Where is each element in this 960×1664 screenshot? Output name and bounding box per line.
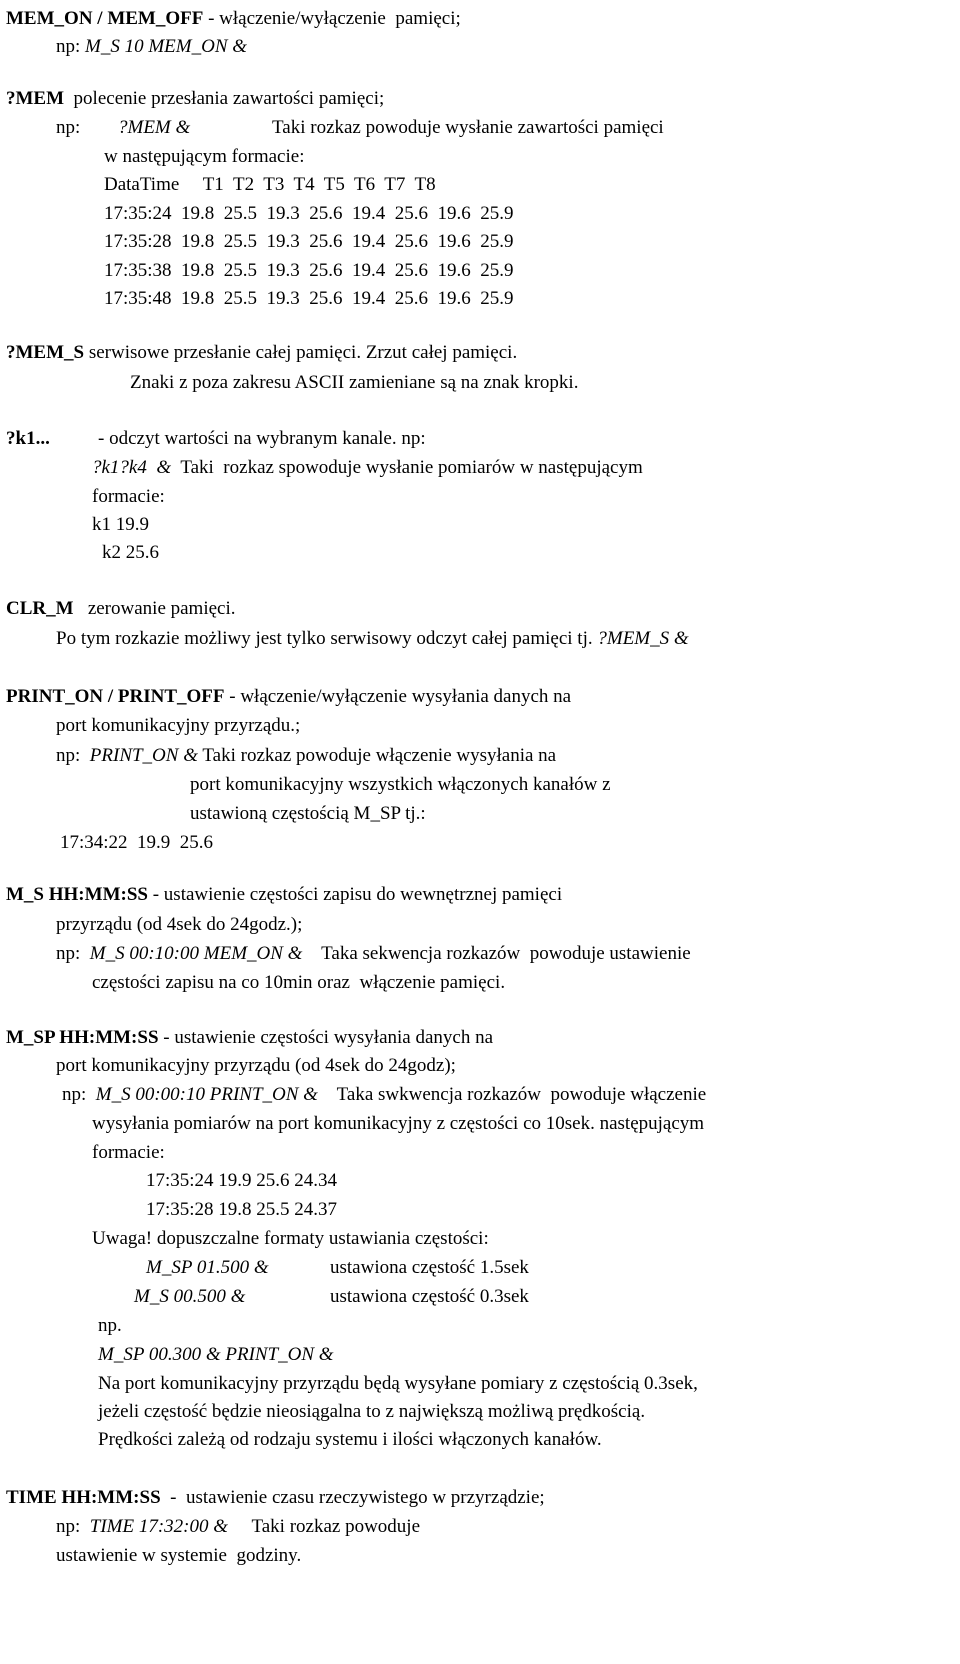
k1-format-line: formacie: [92,486,165,507]
mem-on-off-cmd: MEM_ON / MEM_OFF [6,8,204,29]
print-on-off-cmd: PRINT_ON / PRINT_OFF [6,686,225,707]
clr-m-cmd: CLR_M [6,598,74,619]
m-sp-paragraph-line: Na port komunikacyjny przyrządu będą wysyłane pomiary z częstością 0.3sek, [98,1373,698,1394]
m-sp-heading [6,1027,493,1049]
print-on-off-example [56,745,556,767]
example-desc: Taka swkwencja rozkazów powoduje włączenie [317,1084,707,1105]
clr-m-note [56,628,689,650]
m-sp-example [62,1084,706,1106]
example-desc: Taki rozkaz powoduje włączenie wysyłania na [197,745,557,766]
k1-output-line: k2 25.6 [102,542,159,563]
m-sp-paragraph-line: Prędkości zależą od rodzaju systemu i ilości włączonych kanałów. [98,1429,602,1450]
k1-example [92,457,643,479]
print-on-off-example-line2: port komunikacyjny wszystkich włączonych kanałów z [190,774,611,795]
mem-s-cmd: ?MEM_S [6,342,85,363]
time-cmd: TIME HH:MM:SS [6,1487,161,1508]
time-line3: ustawienie w systemie godziny. [56,1545,302,1566]
clr-m-heading [6,598,236,620]
print-on-off-line2: port komunikacyjny przyrządu.; [56,715,301,736]
m-sp-format-command: M_SP 01.500 & [146,1257,269,1278]
example-command: ?k1?k4 & [92,457,172,478]
m-s-line2: przyrządu (od 4sek do 24godz.); [56,914,303,935]
m-sp-format-desc: ustawiona częstość 1.5sek [330,1257,529,1278]
mem-query-desc: polecenie przesłania zawartości pamięci; [64,88,385,109]
example-np-label: np: [62,1084,96,1105]
print-on-off-example-line3: ustawioną częstością M_SP tj.: [190,803,426,824]
example-np-label: np: [56,1516,90,1537]
mem-s-heading [6,342,517,364]
example-command: PRINT_ON & [89,745,198,766]
memory-table-row: 17:35:24 19.8 25.5 19.3 25.6 19.4 25.6 19.6 25.9 [104,203,514,224]
mem-s-desc: serwisowe przesłanie całej pamięci. Zrzut całej pamięci. [84,342,518,363]
memory-table-row: 17:35:48 19.8 25.5 19.3 25.6 19.4 25.6 19.6 25.9 [104,288,514,309]
m-sp-format-command: M_S 00.500 & [134,1286,246,1307]
m-sp-output-line: 17:35:28 19.8 25.5 24.37 [146,1199,338,1220]
mem-query-format-line: w następującym formacie: [104,146,305,167]
print-on-off-desc: - włączenie/wyłączenie wysyłania danych na [224,686,572,707]
m-s-heading [6,884,562,906]
print-on-off-sample: 17:34:22 19.9 25.6 [60,832,214,853]
example-desc: Taki rozkaz powoduje [228,1516,421,1537]
time-example [56,1516,420,1538]
m-sp-warning: Uwaga! dopuszczalne formaty ustawiania częstości: [92,1228,489,1249]
example-command: TIME 17:32:00 & [89,1516,229,1537]
mem-on-off-desc: - włączenie/wyłączenie pamięci; [203,8,461,29]
example-desc: Taki rozkaz spowoduje wysłanie pomiarów w następującym [171,457,643,478]
memory-table-row: 17:35:38 19.8 25.5 19.3 25.6 19.4 25.6 19.6 25.9 [104,260,514,281]
example-command: M_S 00:10:00 MEM_ON & [89,943,303,964]
print-on-off-heading [6,686,571,708]
example-command: M_S 00:00:10 PRINT_ON & [95,1084,318,1105]
memory-table-row: 17:35:28 19.8 25.5 19.3 25.6 19.4 25.6 19.6 25.9 [104,231,514,252]
m-sp-np-label: np. [98,1315,122,1336]
m-sp-paragraph-line: jeżeli częstość będzie nieosiągalna to z największą możliwą prędkością. [98,1401,646,1422]
mem-query-cmd: ?MEM [6,88,65,109]
time-desc: - ustawienie czasu rzeczywistego w przyrządzie; [160,1487,545,1508]
example-command: M_S 10 MEM_ON & [85,36,248,57]
m-s-example [56,943,691,965]
m-sp-line2: port komunikacyjny przyrządu (od 4sek do 24godz); [56,1055,456,1076]
example-np-label: np: [56,36,86,57]
m-s-example-line2: częstości zapisu na co 10min oraz włączenie pamięci. [92,972,506,993]
k1-cmd: ?k1... [6,428,50,449]
m-s-cmd: M_S HH:MM:SS [6,884,148,905]
k1-output-line: k1 19.9 [92,514,149,535]
time-heading [6,1487,545,1509]
memory-table-header: DataTime T1 T2 T3 T4 T5 T6 T7 T8 [104,174,436,195]
example-command: ?MEM_S & [597,628,689,649]
m-sp-example-line3: formacie: [92,1142,165,1163]
mem-on-off-heading [6,8,461,30]
example-np-label: np: [56,745,90,766]
mem-query-example-np: np: [56,117,86,138]
m-sp-example2-command: M_SP 00.300 & PRINT_ON & [98,1344,334,1365]
m-sp-example-line2: wysyłania pomiarów na port komunikacyjny z częstości co 10sek. następującym [92,1113,705,1134]
m-sp-output-line: 17:35:24 19.9 25.6 24.34 [146,1170,338,1191]
mem-s-note: Znaki z poza zakresu ASCII zamieniane są na znak kropki. [130,372,579,393]
example-desc: Taka sekwencja rozkazów powoduje ustawienie [302,943,691,964]
mem-query-example-command: ?MEM & [118,117,191,138]
example-np-label: np: [56,943,90,964]
m-s-desc: - ustawienie częstości zapisu do wewnętrznej pamięci [147,884,563,905]
m-sp-desc: - ustawienie częstości wysyłania danych na [158,1027,494,1048]
k1-desc: - odczyt wartości na wybranym kanale. np: [98,428,426,449]
mem-query-heading [6,88,384,110]
clr-m-note-text: Po tym rozkazie możliwy jest tylko serwisowy odczyt całej pamięci tj. [56,628,598,649]
clr-m-desc: zerowanie pamięci. [73,598,236,619]
mem-on-off-example [56,36,247,58]
m-sp-cmd: M_SP HH:MM:SS [6,1027,159,1048]
mem-query-example-desc: Taki rozkaz powoduje wysłanie zawartości pamięci [272,117,664,138]
m-sp-format-desc: ustawiona częstość 0.3sek [330,1286,529,1307]
